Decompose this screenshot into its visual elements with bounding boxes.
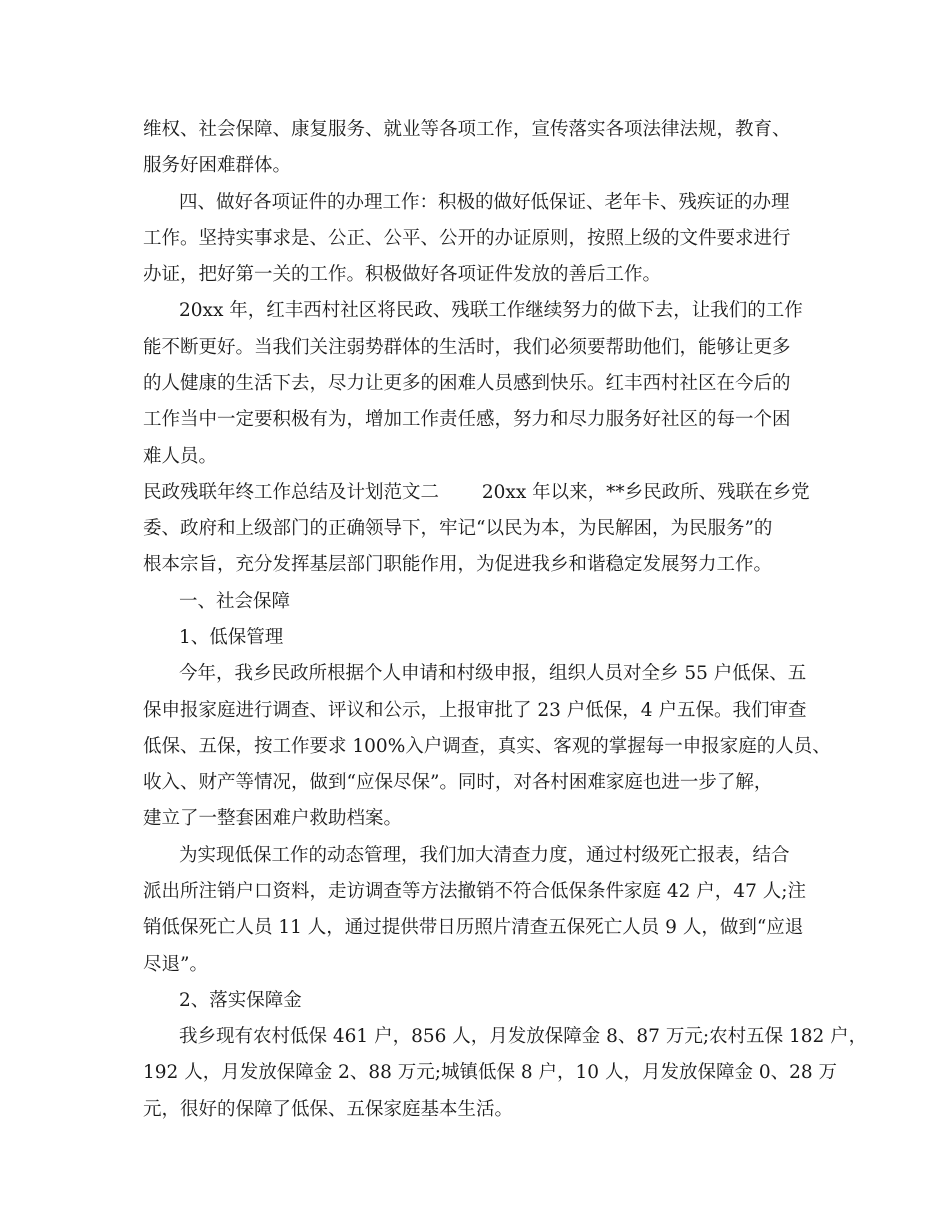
paragraph-line: 20xx 年，红丰西村社区将民政、残联工作继续努力的做下去，让我们的工作 xyxy=(179,300,803,321)
text-line: 保申报家庭进行调查、评议和公示，上报审批了 23 户低保，4 户五保。我们审查 xyxy=(143,700,807,721)
text-line: 服务好困难群体。 xyxy=(143,155,292,176)
text-line: 派出所注销户口资料，走访调查等方法撤销不符合低保条件家庭 42 户，47 人;注 xyxy=(143,881,806,902)
text-line: 办证，把好第一关的工作。积极做好各项证件发放的善后工作。 xyxy=(143,264,662,285)
text-line: 维权、社会保障、康复服务、就业等各项工作，宣传落实各项法律法规，教育、 xyxy=(143,119,791,140)
text-line: 192 人，月发放保障金 2、88 万元;城镇低保 8 户，10 人，月发放保障金 0、28 万 xyxy=(143,1062,838,1083)
section-title-line: 民政残联年终工作总结及计划范文二 20xx 年以来，**乡民政所、残联在乡党 xyxy=(143,482,810,503)
text-line: 元，很好的保障了低保、五保家庭基本生活。 xyxy=(143,1099,514,1120)
text-line: 建立了一整套困难户救助档案。 xyxy=(143,808,403,829)
text-line: 难人员。 xyxy=(143,446,218,467)
text-line: 根本宗旨，充分发挥基层部门职能作用，为促进我乡和谐稳定发展努力工作。 xyxy=(143,554,773,575)
text-line: 尽退”。 xyxy=(143,954,208,975)
text-line: 收入、财产等情况，做到“应保尽保”。同时，对各村困难家庭也进一步了解， xyxy=(143,772,773,793)
text-line: 工作当中一定要积极有为，增加工作责任感，努力和尽力服务好社区的每一个困 xyxy=(143,409,791,430)
text-line: 的人健康的生活下去，尽力让更多的困难人员感到快乐。红丰西村社区在今后的 xyxy=(143,373,791,394)
paragraph-line: 四、做好各项证件的办理工作：积极的做好低保证、老年卡、残疾证的办理 xyxy=(179,192,790,213)
text-line: 低保、五保，按工作要求 100%入户调查，真实、客观的掌握每一申报家庭的人员、 xyxy=(143,736,831,757)
text-line: 工作。坚持实事求是、公正、公平、公开的办证原则，按照上级的文件要求进行 xyxy=(143,228,791,249)
paragraph-line: 今年，我乡民政所根据个人申请和村级申报，组织人员对全乡 55 户低保、五 xyxy=(179,663,807,684)
text-line: 销低保死亡人员 11 人，通过提供带日历照片清查五保死亡人员 9 人，做到“应退 xyxy=(143,917,804,938)
paragraph-line: 我乡现有农村低保 461 户，856 人，月发放保障金 8、87 万元;农村五保 182 户， xyxy=(179,1026,868,1047)
text-line: 委、政府和上级部门的正确领导下，牢记“以民为本，为民解困，为民服务”的 xyxy=(143,518,773,539)
heading-line: 1、低保管理 xyxy=(179,627,284,648)
paragraph-line: 为实现低保工作的动态管理，我们加大清查力度，通过村级死亡报表，结合 xyxy=(179,845,790,866)
heading-line: 一、社会保障 xyxy=(179,591,291,612)
text-line: 能不断更好。当我们关注弱势群体的生活时，我们必须要帮助他们，能够让更多 xyxy=(143,337,791,358)
heading-line: 2、落实保障金 xyxy=(179,990,302,1011)
